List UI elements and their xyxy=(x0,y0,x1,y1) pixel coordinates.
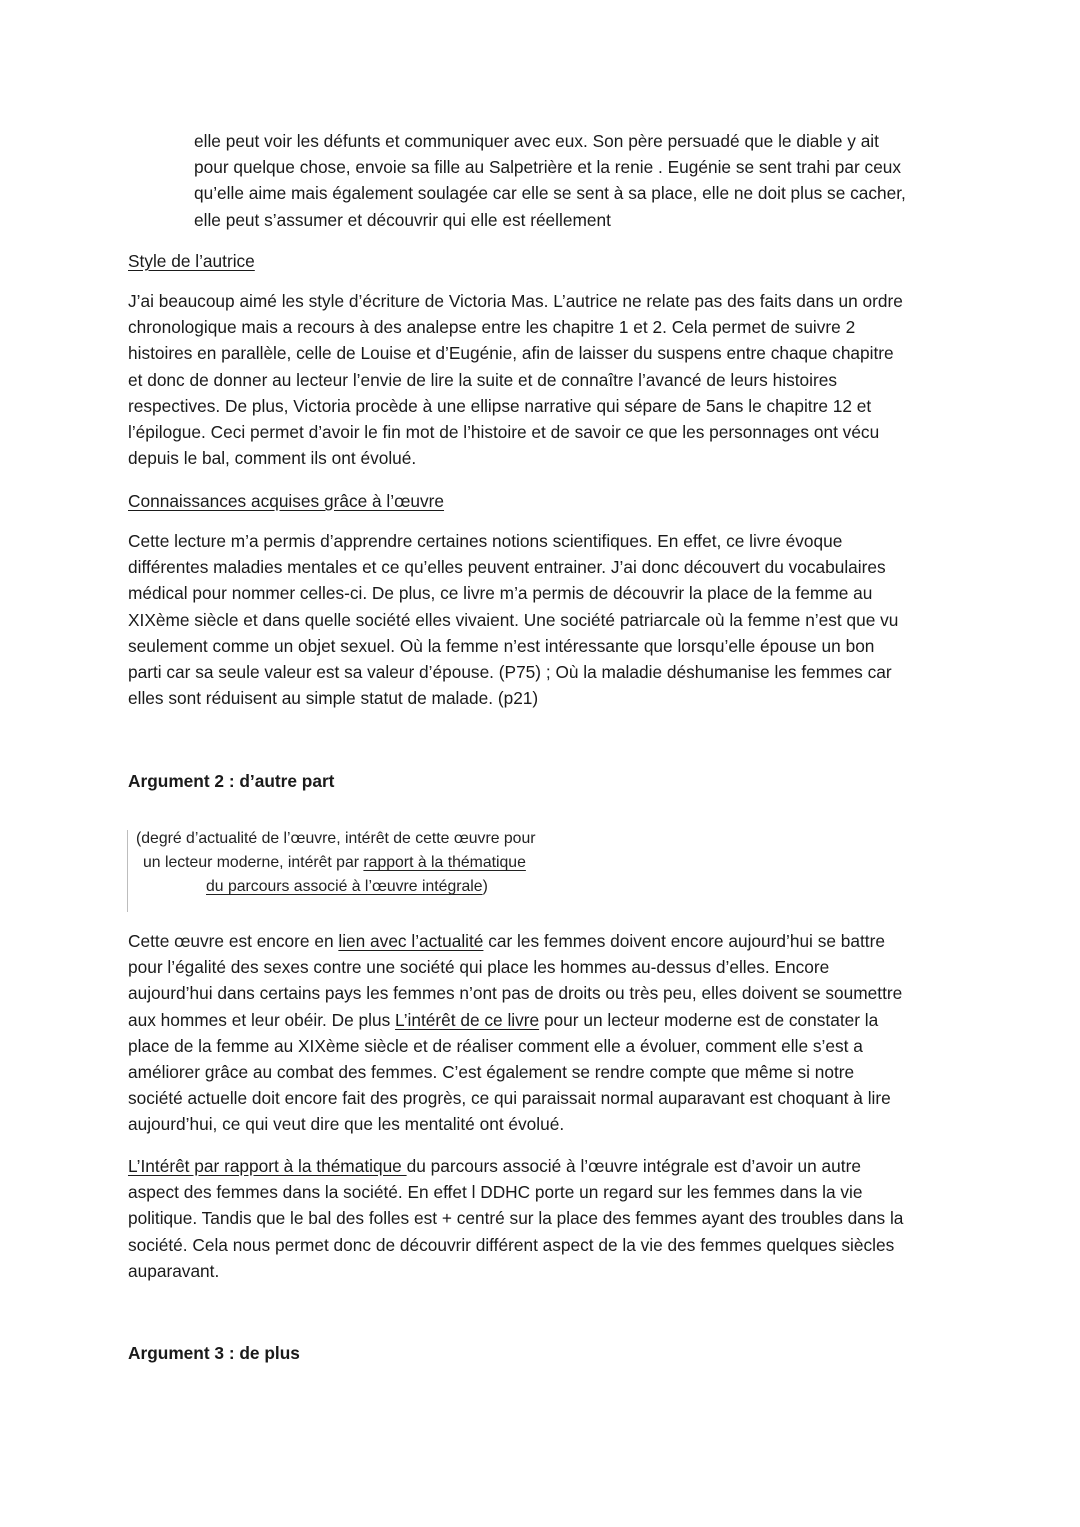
argument-3-heading: Argument 3 : de plus xyxy=(128,1343,300,1363)
text-line: pour quelque chose, envoie sa fille au Salpetrière et la renie . Eugénie se sent trahi par ceux xyxy=(194,157,902,178)
section-heading-knowledge: Connaissances acquises grâce à l’œuvre xyxy=(128,491,445,511)
text-line: société actuelle doit encore fait des progrès, ce qui paraissait normal auparavant est choquant à lire xyxy=(128,1088,891,1109)
note-line: (degré d’actualité de l’œuvre, intérêt de cette œuvre pour xyxy=(136,830,536,847)
note-text: un lecteur moderne, intérêt par xyxy=(143,854,364,871)
note-underlined: du parcours associé à l’œuvre intégrale xyxy=(206,878,483,895)
text-line: aspect des femmes dans la société. En effet l DDHC porte un regard sur les femmes dans la vie xyxy=(128,1182,863,1203)
text-line: et donc de donner au lecteur l’envie de lire la suite et de connaître l’avancé de leurs histoires xyxy=(128,369,837,390)
underlined-phrase: L’intérêt de ce livre xyxy=(395,1009,540,1030)
text-line: depuis le bal, comment ils ont évolué. xyxy=(128,448,417,469)
text-line xyxy=(128,1007,902,1033)
text-span: pour un lecteur moderne est de constater la xyxy=(539,1009,879,1030)
text-span: aux hommes et leur obéir. De plus xyxy=(128,1009,396,1030)
text-line xyxy=(128,928,902,954)
text-line: différentes maladies mentales et ce qu’elles peuvent entrainer. J’ai donc découvert du vocabulaires xyxy=(128,557,886,578)
text-line: place de la femme au XIXème siècle et de réaliser comment elle a évoluer, comment elle s’est a xyxy=(128,1035,863,1056)
knowledge-paragraph xyxy=(128,528,898,711)
note-text: ) xyxy=(482,878,488,895)
text-line: politique. Tandis que le bal des folles est + centré sur la place des femmes ayant des troubles dans la xyxy=(128,1208,904,1229)
note-border xyxy=(127,830,128,912)
argument-2-paragraph-1 xyxy=(128,928,902,1138)
underlined-phrase: L’Intérêt par rapport à la thématique xyxy=(128,1156,407,1176)
argument-2-heading: Argument 2 : d’autre part xyxy=(128,771,335,791)
section-heading-style: Style de l’autrice xyxy=(128,251,255,271)
argument-2-note xyxy=(136,827,536,899)
text-line: histoires en parallèle, celle de Louise et d’Eugénie, afin de laisser du suspens entre chaque chapitre xyxy=(128,343,894,364)
text-line: J’ai beaucoup aimé les style d’écriture de Victoria Mas. L’autrice ne relate pas des faits dans un ordre xyxy=(128,291,903,311)
text-line: Cette lecture m’a permis d’apprendre certaines notions scientifiques. En effet, ce livre évoque xyxy=(128,531,843,551)
text-span: Cette œuvre est encore en xyxy=(128,931,339,951)
text-line: société. Cela nous permet donc de découvrir différent aspect de la vie des femmes quelques siècles xyxy=(128,1234,895,1255)
style-paragraph xyxy=(128,288,903,471)
argument-2-paragraph-2 xyxy=(128,1153,903,1284)
text-line: XIXème siècle et dans quelle société elles vivaient. Une société patriarcale où la femme n’est que vu xyxy=(128,609,899,630)
text-span: du parcours associé à l’œuvre intégrale est d’avoir un autre xyxy=(406,1156,861,1176)
text-line: elle peut voir les défunts et communiquer avec eux. Son père persuadé que le diable y ait xyxy=(194,131,879,151)
text-line: elles sont réduisent au simple statut de malade. (p21) xyxy=(128,688,539,709)
note-line xyxy=(136,851,536,875)
text-line: chronologique mais a recours à des analepse entre les chapitre 1 et 2. Cela permet de suivre 2 xyxy=(128,317,856,338)
text-line: pour l’égalité des sexes contre une société qui place les hommes au-dessus d’elles. Encore xyxy=(128,957,830,978)
text-line: aujourd’hui dans certains pays les femmes n’ont pas de droits ou très peu, elles doivent se soumettre xyxy=(128,983,903,1004)
note-line xyxy=(136,875,536,899)
text-line: elle peut s’assumer et découvrir qui elle est réellement xyxy=(194,209,611,230)
note-underlined: rapport à la thématique xyxy=(363,854,526,871)
text-line: qu’elle aime mais également soulagée car elle se sent à sa place, elle ne doit plus se cacher, xyxy=(194,183,906,204)
text-line: médical pour nommer celles-ci. De plus, ce livre m’a permis de découvrir la place de la femme au xyxy=(128,583,873,604)
text-line: aujourd’hui, ce qui veut dire que les mentalité ont évolué. xyxy=(128,1114,565,1135)
text-span: car les femmes doivent encore aujourd’hui se battre xyxy=(483,931,885,951)
text-line: parti car sa seule valeur est sa valeur d’épouse. (P75) ; Où la maladie déshumanise les femmes car xyxy=(128,662,892,683)
underlined-phrase: lien avec l’actualité xyxy=(338,931,484,951)
text-line: améliorer grâce au combat des femmes. C’est également se rendre compte que même si notre xyxy=(128,1062,855,1083)
intro-paragraph xyxy=(194,128,906,233)
text-line: auparavant. xyxy=(128,1260,220,1281)
text-line: respectives. De plus, Victoria procède à une ellipse narrative qui sépare de 5ans le chapitre 12 et xyxy=(128,395,872,416)
text-line: l’épilogue. Ceci permet d’avoir le fin mot de l’histoire et de savoir ce que les personnages ont vécu xyxy=(128,422,880,443)
text-line: seulement comme un objet sexuel. Où la femme n’est intéressante que lorsqu’elle épouse un bon xyxy=(128,635,875,656)
text-line xyxy=(128,1153,903,1179)
